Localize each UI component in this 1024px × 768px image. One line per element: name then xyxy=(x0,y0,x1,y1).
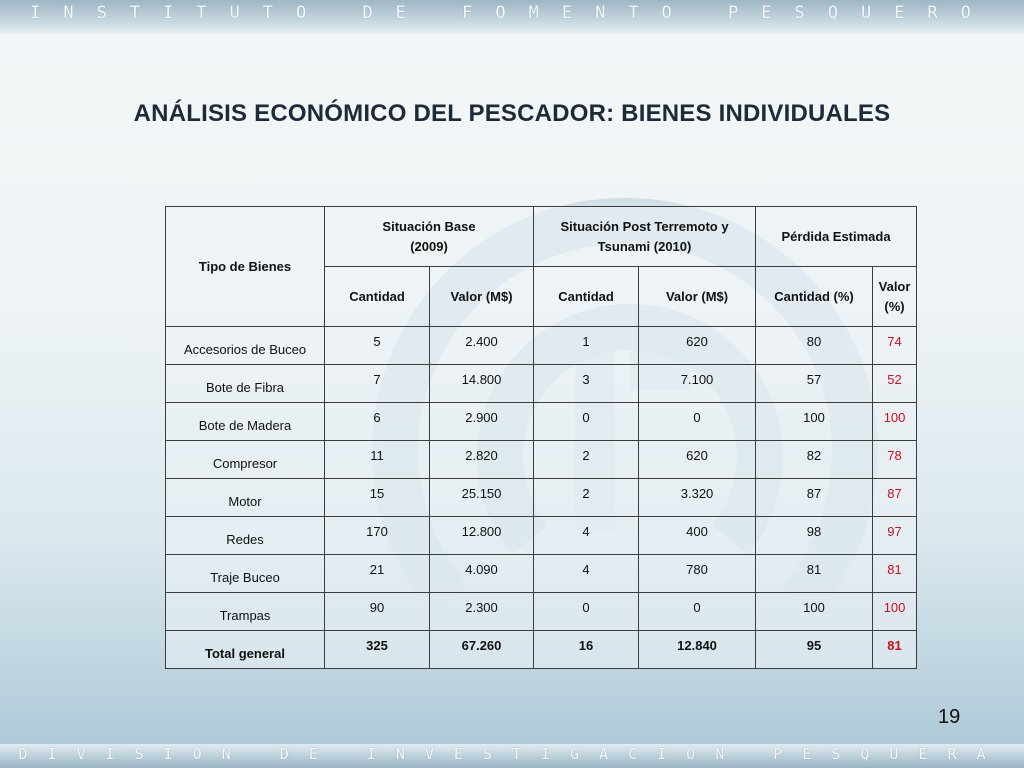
header-bar xyxy=(0,0,1024,34)
row-perdida-cantidad: 81 xyxy=(756,555,873,593)
header-post-cantidad: Cantidad xyxy=(534,267,639,327)
row-post-valor: 0 xyxy=(639,593,756,631)
total-label: Total general xyxy=(166,631,325,669)
row-base-cantidad: 90 xyxy=(325,593,430,631)
total-base-valor: 67.260 xyxy=(430,631,534,669)
row-base-valor: 2.900 xyxy=(430,403,534,441)
row-base-valor: 4.090 xyxy=(430,555,534,593)
row-post-valor: 620 xyxy=(639,441,756,479)
row-post-cantidad: 4 xyxy=(534,517,639,555)
row-perdida-cantidad: 98 xyxy=(756,517,873,555)
row-perdida-cantidad: 100 xyxy=(756,403,873,441)
table-row xyxy=(166,593,917,631)
row-post-valor: 620 xyxy=(639,327,756,365)
table-row xyxy=(166,441,917,479)
row-perdida-valor: 87 xyxy=(873,479,917,517)
row-tipo: Redes xyxy=(166,517,325,555)
row-tipo: Bote de Fibra xyxy=(166,365,325,403)
row-post-cantidad: 2 xyxy=(534,441,639,479)
slide-title: ANÁLISIS ECONÓMICO DEL PESCADOR: BIENES INDIVIDUALES xyxy=(133,100,891,127)
page-number: 19 xyxy=(938,706,961,728)
row-base-valor: 12.800 xyxy=(430,517,534,555)
row-post-valor: 400 xyxy=(639,517,756,555)
row-base-cantidad: 15 xyxy=(325,479,430,517)
row-perdida-cantidad: 57 xyxy=(756,365,873,403)
footer-bar xyxy=(0,744,1024,768)
row-tipo: Motor xyxy=(166,479,325,517)
row-tipo: Accesorios de Buceo xyxy=(166,327,325,365)
total-base-cantidad: 325 xyxy=(325,631,430,669)
row-perdida-valor: 100 xyxy=(873,403,917,441)
header-tipo: Tipo de Bienes xyxy=(166,207,325,327)
header-base-valor: Valor (M$) xyxy=(430,267,534,327)
row-perdida-valor: 74 xyxy=(873,327,917,365)
table-row xyxy=(166,365,917,403)
row-perdida-valor: 78 xyxy=(873,441,917,479)
row-perdida-cantidad: 80 xyxy=(756,327,873,365)
row-perdida-valor: 100 xyxy=(873,593,917,631)
row-post-cantidad: 4 xyxy=(534,555,639,593)
division-name: DIVISION DE INVESTIGACION PESQUERA xyxy=(18,745,1006,763)
header-situacion-base: Situación Base (2009) xyxy=(325,207,534,267)
row-tipo: Compresor xyxy=(166,441,325,479)
row-base-cantidad: 6 xyxy=(325,403,430,441)
row-post-cantidad: 0 xyxy=(534,403,639,441)
row-perdida-valor: 97 xyxy=(873,517,917,555)
row-post-valor: 7.100 xyxy=(639,365,756,403)
table-row xyxy=(166,555,917,593)
table-row xyxy=(166,479,917,517)
institute-name: INSTITUTO DE FOMENTO PESQUERO xyxy=(30,3,994,23)
header-base-cantidad: Cantidad xyxy=(325,267,430,327)
row-perdida-cantidad: 100 xyxy=(756,593,873,631)
total-post-valor: 12.840 xyxy=(639,631,756,669)
row-post-cantidad: 3 xyxy=(534,365,639,403)
row-base-cantidad: 170 xyxy=(325,517,430,555)
row-perdida-cantidad: 82 xyxy=(756,441,873,479)
row-base-cantidad: 21 xyxy=(325,555,430,593)
row-tipo: Bote de Madera xyxy=(166,403,325,441)
row-post-cantidad: 1 xyxy=(534,327,639,365)
header-post-valor: Valor (M$) xyxy=(639,267,756,327)
header-row-groups xyxy=(166,207,917,267)
table-row xyxy=(166,403,917,441)
row-tipo: Traje Buceo xyxy=(166,555,325,593)
row-tipo: Trampas xyxy=(166,593,325,631)
row-perdida-valor: 81 xyxy=(873,555,917,593)
row-base-valor: 14.800 xyxy=(430,365,534,403)
row-post-valor: 0 xyxy=(639,403,756,441)
row-post-cantidad: 2 xyxy=(534,479,639,517)
row-post-cantidad: 0 xyxy=(534,593,639,631)
total-perdida-valor: 81 xyxy=(873,631,917,669)
header-perdida-cantidad: Cantidad (%) xyxy=(756,267,873,327)
row-base-valor: 2.400 xyxy=(430,327,534,365)
header-perdida: Pérdida Estimada xyxy=(756,207,917,267)
row-base-cantidad: 7 xyxy=(325,365,430,403)
row-post-valor: 780 xyxy=(639,555,756,593)
header-situacion-post: Situación Post Terremoto y Tsunami (2010) xyxy=(534,207,756,267)
table-row xyxy=(166,517,917,555)
row-perdida-valor: 52 xyxy=(873,365,917,403)
total-post-cantidad: 16 xyxy=(534,631,639,669)
assets-table xyxy=(165,206,917,669)
total-perdida-cantidad: 95 xyxy=(756,631,873,669)
header-perdida-valor: Valor (%) xyxy=(873,267,917,327)
table-row xyxy=(166,327,917,365)
row-base-valor: 2.300 xyxy=(430,593,534,631)
row-post-valor: 3.320 xyxy=(639,479,756,517)
row-base-valor: 25.150 xyxy=(430,479,534,517)
row-base-cantidad: 11 xyxy=(325,441,430,479)
row-perdida-cantidad: 87 xyxy=(756,479,873,517)
total-row xyxy=(166,631,917,669)
row-base-valor: 2.820 xyxy=(430,441,534,479)
row-base-cantidad: 5 xyxy=(325,327,430,365)
